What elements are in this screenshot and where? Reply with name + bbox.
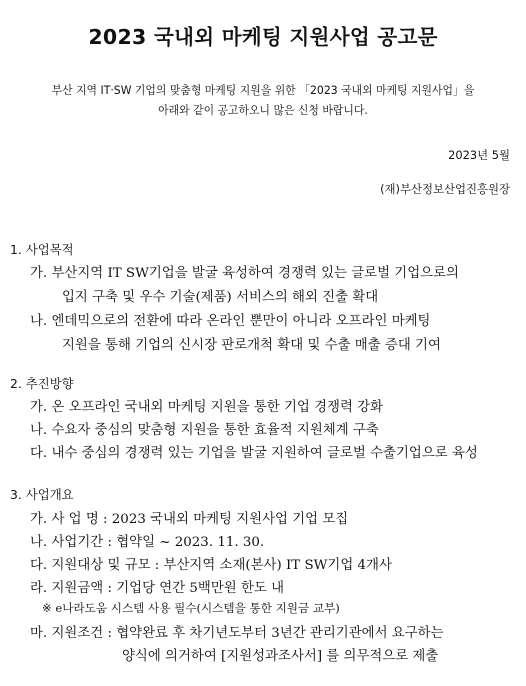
body-line: 나. 사업기간 : 협약일 ~ 2023. 11. 30. bbox=[30, 535, 265, 550]
note-line: ※ e나라도움 시스템 사용 필수(시스템을 통한 지원금 교부) bbox=[42, 601, 340, 615]
body-line: 라. 지원금액 : 기업당 연간 5백만원 한도 내 bbox=[30, 581, 285, 596]
body-line: 나. 엔데믹으로의 전환에 따라 온라인 뿐만이 아니라 오프라인 마케팅 bbox=[30, 314, 431, 329]
body-line: 마. 지원조건 : 협약완료 후 차기년도부터 3년간 관리기관에서 요구하는 bbox=[30, 626, 444, 641]
section-heading: 1. 사업목적 bbox=[10, 242, 74, 257]
body-line: 양식에 의거하여 [지원성과조사서] 를 의무적으로 제출 bbox=[122, 649, 439, 664]
body-line: 가. 온 오프라인 국내외 마케팅 지원을 통한 기업 경쟁력 강화 bbox=[30, 400, 384, 415]
body-line: 나. 수요자 중심의 맞춤형 지원을 통한 효율적 지원체계 구축 bbox=[30, 423, 379, 438]
body-line: 가. 사 업 명 : 2023 국내외 마케팅 지원사업 기업 모집 bbox=[30, 512, 349, 527]
announcement-date: 2023년 5월 bbox=[448, 148, 510, 162]
issuer-name: (재)부산정보산업진흥원장 bbox=[380, 182, 510, 196]
page-title: 2023 국내외 마케팅 지원사업 공고문 bbox=[88, 25, 438, 49]
body-line: 입지 구축 및 우수 기술(제품) 서비스의 해외 진출 확대 bbox=[62, 290, 379, 305]
body-line: 다. 지원대상 및 규모 : 부산지역 소재(본사) IT SW기업 4개사 bbox=[30, 558, 392, 573]
body-line: 다. 내수 중심의 경쟁력 있는 기업을 발굴 지원하여 글로벌 수출기업으로 육성 bbox=[30, 446, 478, 461]
body-line: 가. 부산지역 IT SW기업을 발굴 육성하여 경쟁력 있는 글로벌 기업으로의 bbox=[30, 266, 459, 281]
intro-line: 아래와 같이 공고하오니 많은 신청 바랍니다. bbox=[158, 103, 368, 117]
intro-line: 부산 지역 IT·SW 기업의 맞춤형 마케팅 지원을 위한 「2023 국내외 마케팅 지원사업」을 bbox=[51, 83, 475, 97]
body-line: 지원을 통해 기업의 신시장 판로개척 확대 및 수출 매출 증대 기여 bbox=[62, 338, 441, 353]
section-heading: 3. 사업개요 bbox=[10, 487, 74, 502]
section-heading: 2. 추진방향 bbox=[10, 376, 74, 391]
